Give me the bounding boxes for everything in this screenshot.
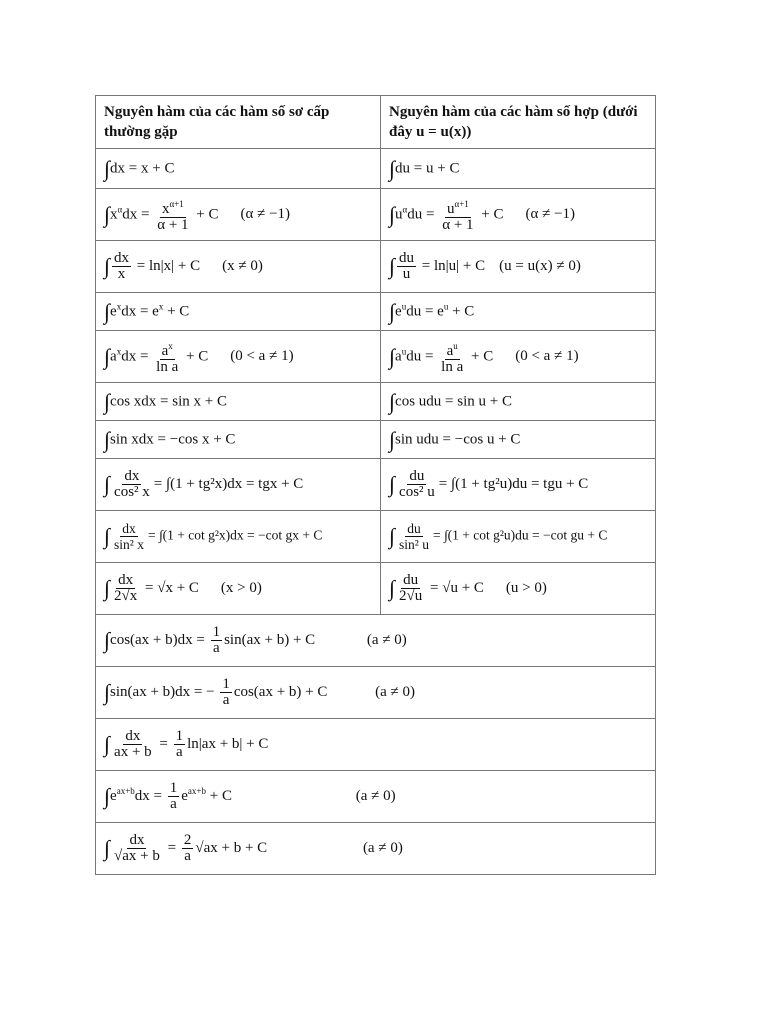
table-row: [96, 383, 656, 421]
formula-cell: ∫ $\frac{dx}{\text{cos² x}}$ = ∫(1 + tg²x)dx = tgx + C: [96, 459, 381, 511]
formula-cell: ∫cos xdx = sin x + C: [96, 383, 381, 421]
table-row: [96, 421, 656, 459]
table-row: [96, 189, 656, 241]
formula-cell: $\int u^\alpha du$ = $\frac{u^{\alpha+1}}{\alpha + 1}$ + C (α ≠ −1): [381, 189, 656, 241]
table-row: [96, 771, 656, 823]
table-row: [96, 459, 656, 511]
formula-cell: ∫ $\frac{dx}{2√x}$ = √x + C (x > 0): [96, 563, 381, 615]
table-row: [96, 615, 656, 667]
formula-cell: ∫ $\frac{dx}{√ax + b}$ = $\frac{2}{a}$ √ax + b + C (a ≠ 0): [96, 823, 656, 875]
formula-cell: ∫du = u + C: [381, 149, 656, 189]
formula-cell: ∫ $\frac{dx}{x}$ = ln|x| + C (x ≠ 0): [96, 241, 381, 293]
table-row: [96, 331, 656, 383]
formula-cell: ∫ $\frac{dx}{\text{sin² x}}$ = ∫(1 + cot g²x)dx = −cot gx + C: [96, 511, 381, 563]
formula-cell: ∫sin(ax + b)dx = − $\frac{1}{a}$ cos(ax + b) + C (a ≠ 0): [96, 667, 656, 719]
table-row: [96, 823, 656, 875]
formula-cell: ∫cos udu = sin u + C: [381, 383, 656, 421]
formula-cell: $\int e^udu = e^u + C$: [381, 293, 656, 331]
table-row: [96, 293, 656, 331]
formula-cell: $\int e^{ax+b}dx$ = $\frac{1}{a}$ $e^{ax+b} + C$ (a ≠ 0): [96, 771, 656, 823]
formula-cell: $\int e^xdx = e^x + C$: [96, 293, 381, 331]
table-row: [96, 563, 656, 615]
header-row: [96, 96, 656, 149]
formula-cell: ∫ $\frac{dx}{ax + b}$ = $\frac{1}{a}$ ln|ax + b| + C: [96, 719, 656, 771]
table-row: [96, 149, 656, 189]
formula-cell: ∫ $\frac{du}{2√u}$ = √u + C (u > 0): [381, 563, 656, 615]
formula-cell: ∫ $\frac{du}{u}$ = ln|u| + C (u = u(x) ≠ 0): [381, 241, 656, 293]
integral-formula-table: [95, 95, 656, 875]
table-row: [96, 719, 656, 771]
formula-cell: ∫sin udu = −cos u + C: [381, 421, 656, 459]
formula-cell: ∫cos(ax + b)dx = $\frac{1}{a}$ sin(ax + b) + C (a ≠ 0): [96, 615, 656, 667]
header-left: Nguyên hàm của các hàm số sơ cấp thường gặp: [96, 96, 381, 149]
formula-cell: $\int a^udu$ = $\frac{a^u}{\text{ln a}}$ + C (0 < a ≠ 1): [381, 331, 656, 383]
formula-cell: ∫dx = x + C: [96, 149, 381, 189]
table-row: [96, 241, 656, 293]
formula-cell: ∫sin xdx = −cos x + C: [96, 421, 381, 459]
formula-cell: ∫ $\frac{du}{\text{sin² u}}$ = ∫(1 + cot g²u)du = −cot gu + C: [381, 511, 656, 563]
table-row: [96, 667, 656, 719]
header-right: Nguyên hàm của các hàm số hợp (dưới đây u = u(x)): [381, 96, 656, 149]
formula-cell: $\int x^\alpha dx$ = $\frac{x^{\alpha+1}}{\alpha + 1}$ + C (α ≠ −1): [96, 189, 381, 241]
formula-cell: $\int a^xdx$ = $\frac{a^x}{\text{ln a}}$ + C (0 < a ≠ 1): [96, 331, 381, 383]
table-row: [96, 511, 656, 563]
formula-cell: ∫ $\frac{du}{\text{cos² u}}$ = ∫(1 + tg²u)du = tgu + C: [381, 459, 656, 511]
